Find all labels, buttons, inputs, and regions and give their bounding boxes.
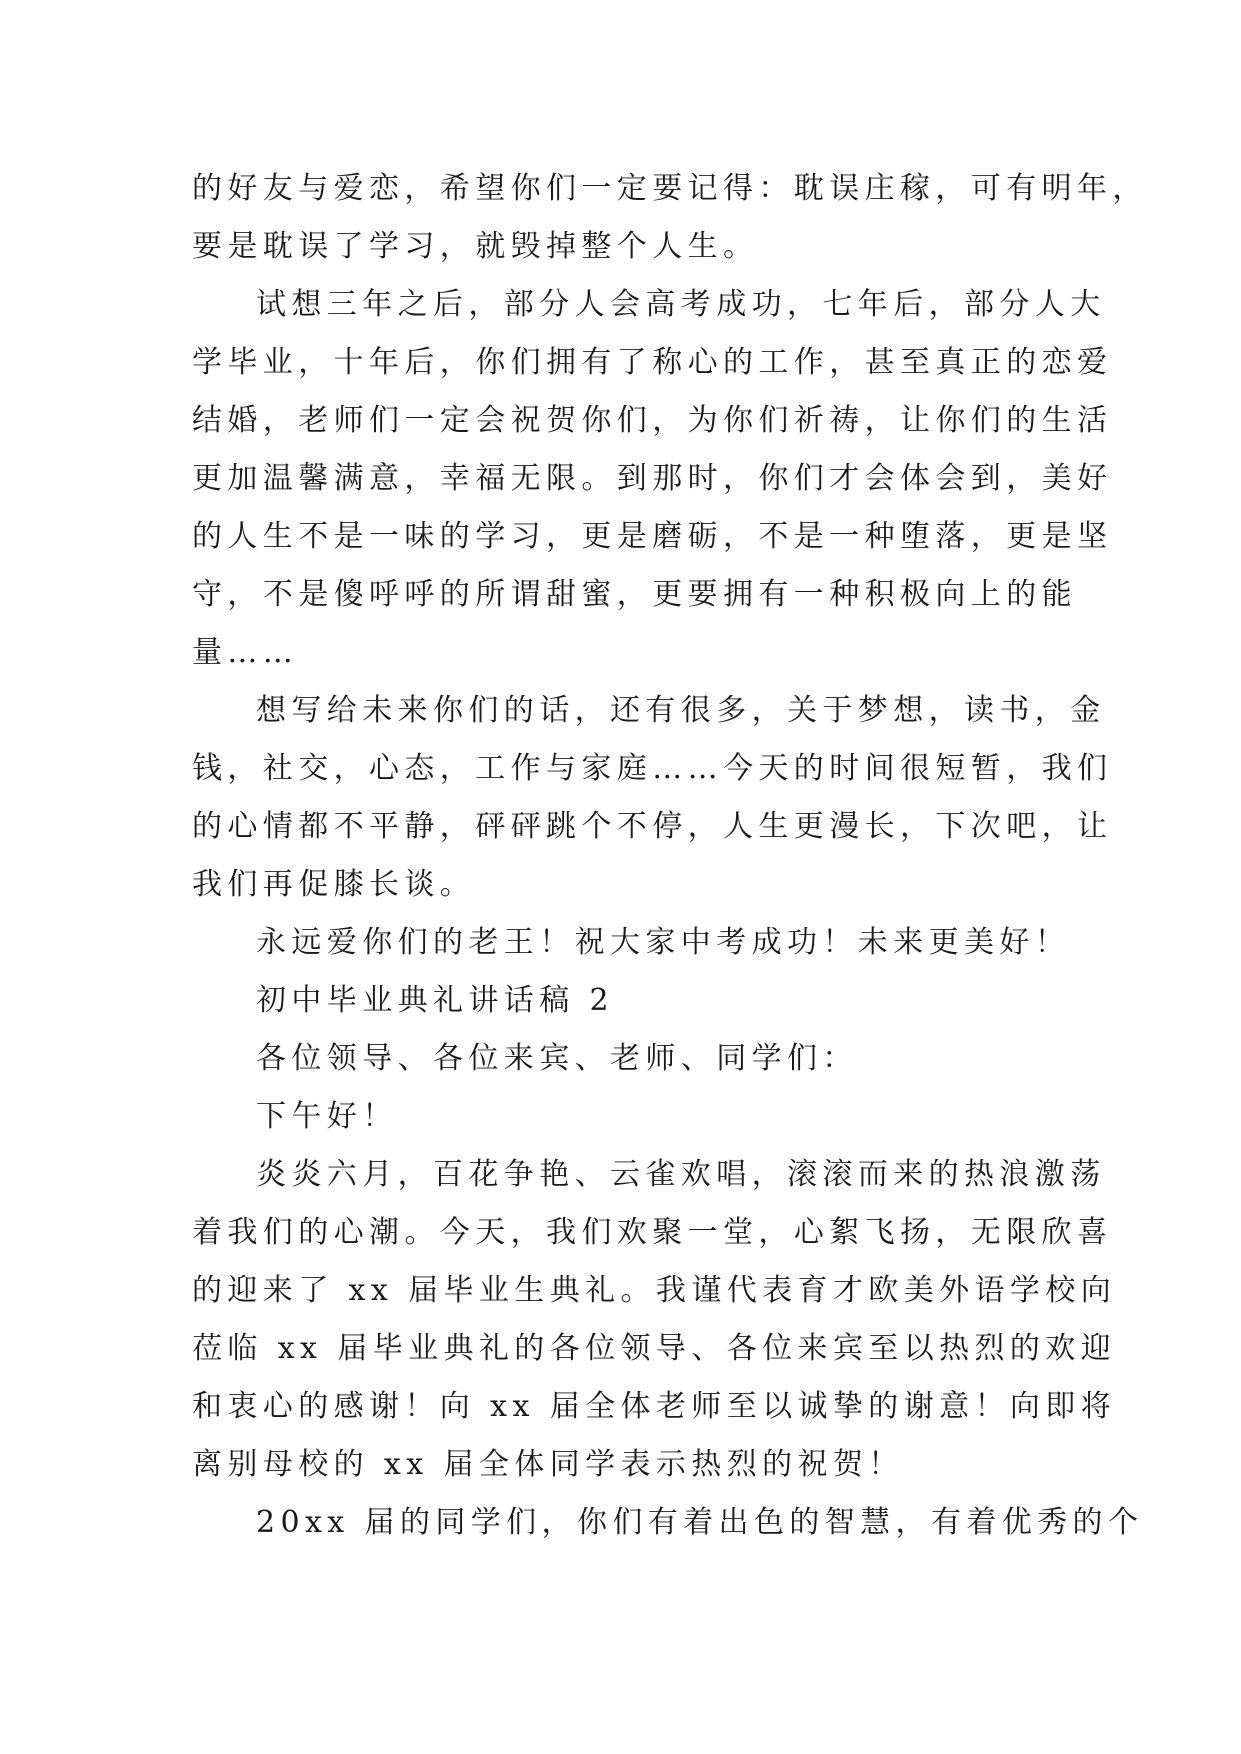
section-heading: 初中毕业典礼讲话稿 2 [256,983,615,1018]
paragraph-start-line: 试想三年之后，部分人会高考成功，七年后，部分人大 [256,287,1106,322]
body-line: 莅临 xx 届毕业典礼的各位领导、各位来宾至以热烈的欢迎 [192,1331,1117,1366]
document-body [192,160,1148,1552]
body-line: 结婚，老师们一定会祝贺你们，为你们祈祷，让你们的生活 [192,403,1113,438]
body-line: 和衷心的感谢！向 xx 届全体老师至以诚挚的谢意！向即将 [192,1389,1117,1424]
paragraph-start-line: 炎炎六月，百花争艳、云雀欢唱，滚滚而来的热浪激荡 [256,1157,1106,1192]
body-line: 着我们的心潮。今天，我们欢聚一堂，心絮飞扬，无限欣喜 [192,1215,1113,1250]
body-line: 钱，社交，心态，工作与家庭……今天的时间很短暂，我们 [192,751,1113,786]
body-line: 我们再促膝长谈。 [192,867,476,902]
body-line: 的迎来了 xx 届毕业生典礼。我谨代表育才欧美外语学校向 [192,1273,1117,1308]
body-line: 离别母校的 xx 届全体同学表示热烈的祝贺！ [192,1447,904,1482]
body-line: 学毕业，十年后，你们拥有了称心的工作，甚至真正的恋爱 [192,345,1113,380]
body-line: 更加温馨满意，幸福无限。到那时，你们才会体会到，美好 [192,461,1113,496]
body-line: 的心情都不平静，砰砰跳个不停，人生更漫长，下次吧，让 [192,809,1113,844]
body-line: 要是耽误了学习，就毁掉整个人生。 [192,229,759,264]
body-line: 的好友与爱恋，希望你们一定要记得：耽误庄稼，可有明年， [192,171,1148,206]
closing-line: 永远爱你们的老王！祝大家中考成功！未来更美好！ [256,925,1071,960]
body-line: 守，不是傻呼呼的所谓甜蜜，更要拥有一种积极向上的能 [192,577,1077,612]
paragraph-start-line: 想写给未来你们的话，还有很多，关于梦想，读书，金 [256,693,1106,728]
body-line: 量…… [192,635,299,670]
body-line: 的人生不是一味的学习，更是磨砺，不是一种堕落，更是坚 [192,519,1113,554]
greeting-line: 下午好！ [256,1099,398,1134]
paragraph-start-line: 20xx 届的同学们，你们有着出色的智慧，有着优秀的个 [256,1505,1144,1540]
salutation-line: 各位领导、各位来宾、老师、同学们： [256,1041,858,1076]
